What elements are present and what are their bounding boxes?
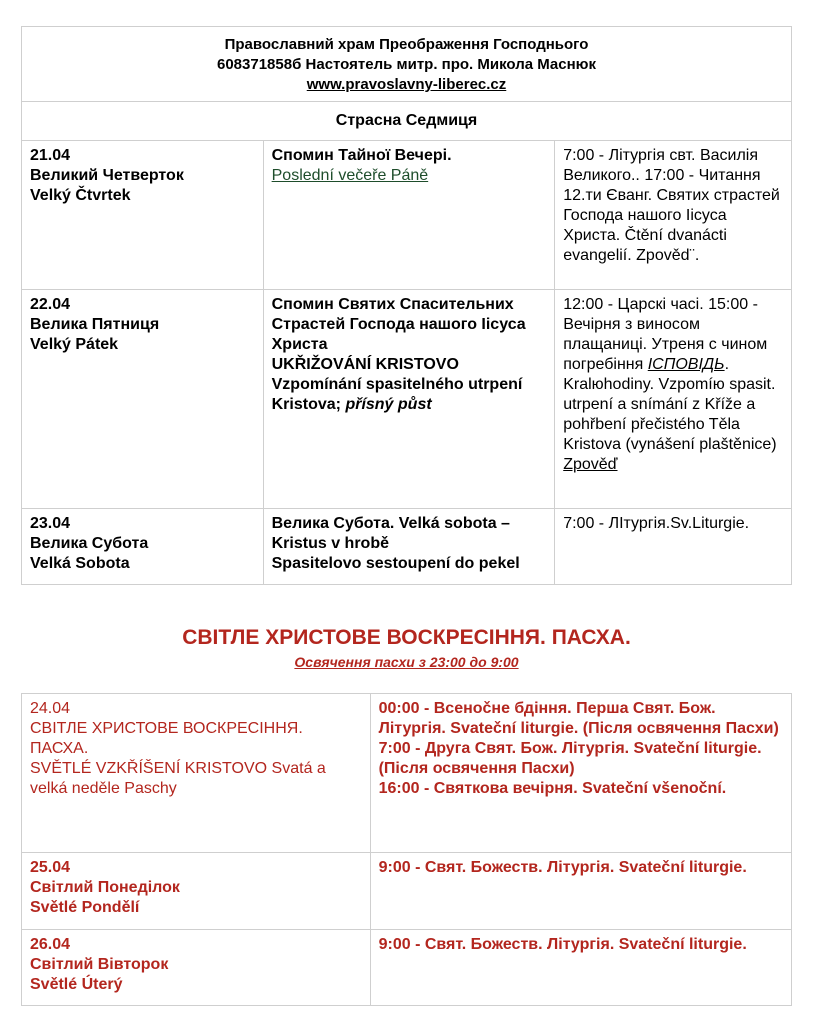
schedule-cell: [555, 290, 792, 509]
table-row: [22, 853, 792, 930]
schedule-cell: 9:00 - Свят. Божеств. Літургія. Svateční liturgie.: [370, 853, 791, 930]
easter-title: СВІТЛЕ ХРИСТОВЕ ВОСКРЕСІННЯ. ПАСХА.: [182, 626, 631, 649]
day-date: 24.04: [30, 700, 71, 717]
day-cell: [22, 141, 264, 290]
day-name-cz: Světlé Úterý: [30, 976, 123, 993]
event-cz: Vzpomínání spasitelného utrpení Kristova;: [271, 376, 523, 413]
event-cell: [263, 141, 555, 290]
schedule-entry: 7:00 - Друга Свят. Бож. Літургія. Svateční liturgie. (Після освячення Пасхи): [378, 740, 762, 777]
day-name-cz: Velký Pátek: [30, 336, 119, 353]
event-cell: [263, 290, 555, 509]
church-name: Православний храм Преображення Господнього: [224, 36, 589, 53]
church-website-link[interactable]: www.pravoslavny-liberec.cz: [306, 76, 507, 93]
day-cell: [22, 509, 264, 585]
table-row: [22, 694, 792, 853]
easter-table: [21, 693, 792, 1006]
schedule-cell: 7:00 - Літургія свт. Василія Великого.. 17:00 - Читання 12.ти Єванг. Святих страстей Господа нашого Iісуса Христа. Čtění dvanácti evangelií. Zpověd¨.: [555, 141, 792, 290]
easter-subtitle: Освячення пасхи з 23:00 до 9:00: [294, 654, 519, 670]
table-row: [22, 930, 792, 1006]
day-cell: [22, 694, 371, 853]
day-name-cz: Velká Sobota: [30, 555, 130, 572]
day-date: 25.04: [30, 859, 71, 876]
schedule-text: . Kralюhodiny. Vzpomíю spasit. utrpení a snímání z Kříže a pohřbení přečistého Těla Kristova (vynášení plaštěnice): [563, 356, 777, 453]
day-name-cz: Velký Čtvrtek: [30, 187, 131, 204]
table-row: [22, 290, 792, 509]
day-date: 22.04: [30, 296, 71, 313]
event-cz: Spasitelovo sestoupení do pekel: [271, 555, 520, 572]
event-uk: Спомин Тайноï Вечері.: [271, 147, 452, 164]
day-name-cz: SVĚTLÉ VZKŘÍŠENÍ KRISTOVO Svatá a velká neděle Paschy: [30, 760, 326, 797]
day-date: 21.04: [30, 147, 71, 164]
day-cell: [22, 853, 371, 930]
day-cell: [22, 290, 264, 509]
table-row: [22, 509, 792, 585]
schedule-cell: 7:00 - ЛІтургія.Sv.Liturgie.: [555, 509, 792, 585]
day-name-uk: Світлий Вівторок: [30, 956, 169, 973]
church-contact: 608371858б Настоятель митр. про. Микола Маснюк: [217, 56, 596, 73]
event-uk: Велика Субота. Velká sobota – Kristus v hrobě: [271, 515, 510, 552]
day-cell: [22, 930, 371, 1006]
holy-week-table: [21, 26, 792, 585]
schedule-entry: 16:00 - Святкова вечірня. Svateční všenoční.: [378, 780, 727, 797]
event-fast: přísný půst: [345, 396, 432, 413]
schedule-text: 12:00 - Царскі часі. 15:00 - Вечірня з виносом плащаниці. Утреня с чином погребіння: [563, 296, 768, 373]
day-name-uk: СВІТЛЕ ХРИСТОВЕ ВОСКРЕСІННЯ. ПАСХА.: [30, 720, 303, 757]
day-date: 26.04: [30, 936, 71, 953]
schedule-cell: 9:00 - Свят. Божеств. Літургія. Svateční liturgie.: [370, 930, 791, 1006]
day-name-uk: Велика Пятниця: [30, 316, 160, 333]
schedule-entry: 00:00 - Всенočне бдіння. Перша Свят. Бож. Літургія. Svateční liturgie. (Після освячення Пасхи): [378, 700, 779, 737]
confession-cz-link[interactable]: Zpověď: [563, 456, 618, 473]
table-row: [22, 141, 792, 290]
day-name-uk: Велика Субота: [30, 535, 149, 552]
event-uk: Спомин Святих Спасительних Страстей Господа нашого Iісуса Христа: [271, 296, 526, 353]
day-name-uk: Великий Четверток: [30, 167, 184, 184]
event-cz-upper: UKŘIŽOVÁNÍ KRISTOVO: [271, 356, 459, 373]
day-name-uk: Світлий Понеділок: [30, 879, 180, 896]
week-title: Страсна Седмиця: [22, 102, 792, 141]
day-date: 23.04: [30, 515, 71, 532]
day-name-cz: Světlé Pondělí: [30, 899, 140, 916]
confession-link[interactable]: ІСПОВІДЬ: [647, 356, 725, 373]
event-cz-link[interactable]: Poslední večeře Páně: [271, 167, 429, 184]
church-header: [22, 27, 792, 102]
event-cell: [263, 509, 555, 585]
schedule-cell: [370, 694, 791, 853]
